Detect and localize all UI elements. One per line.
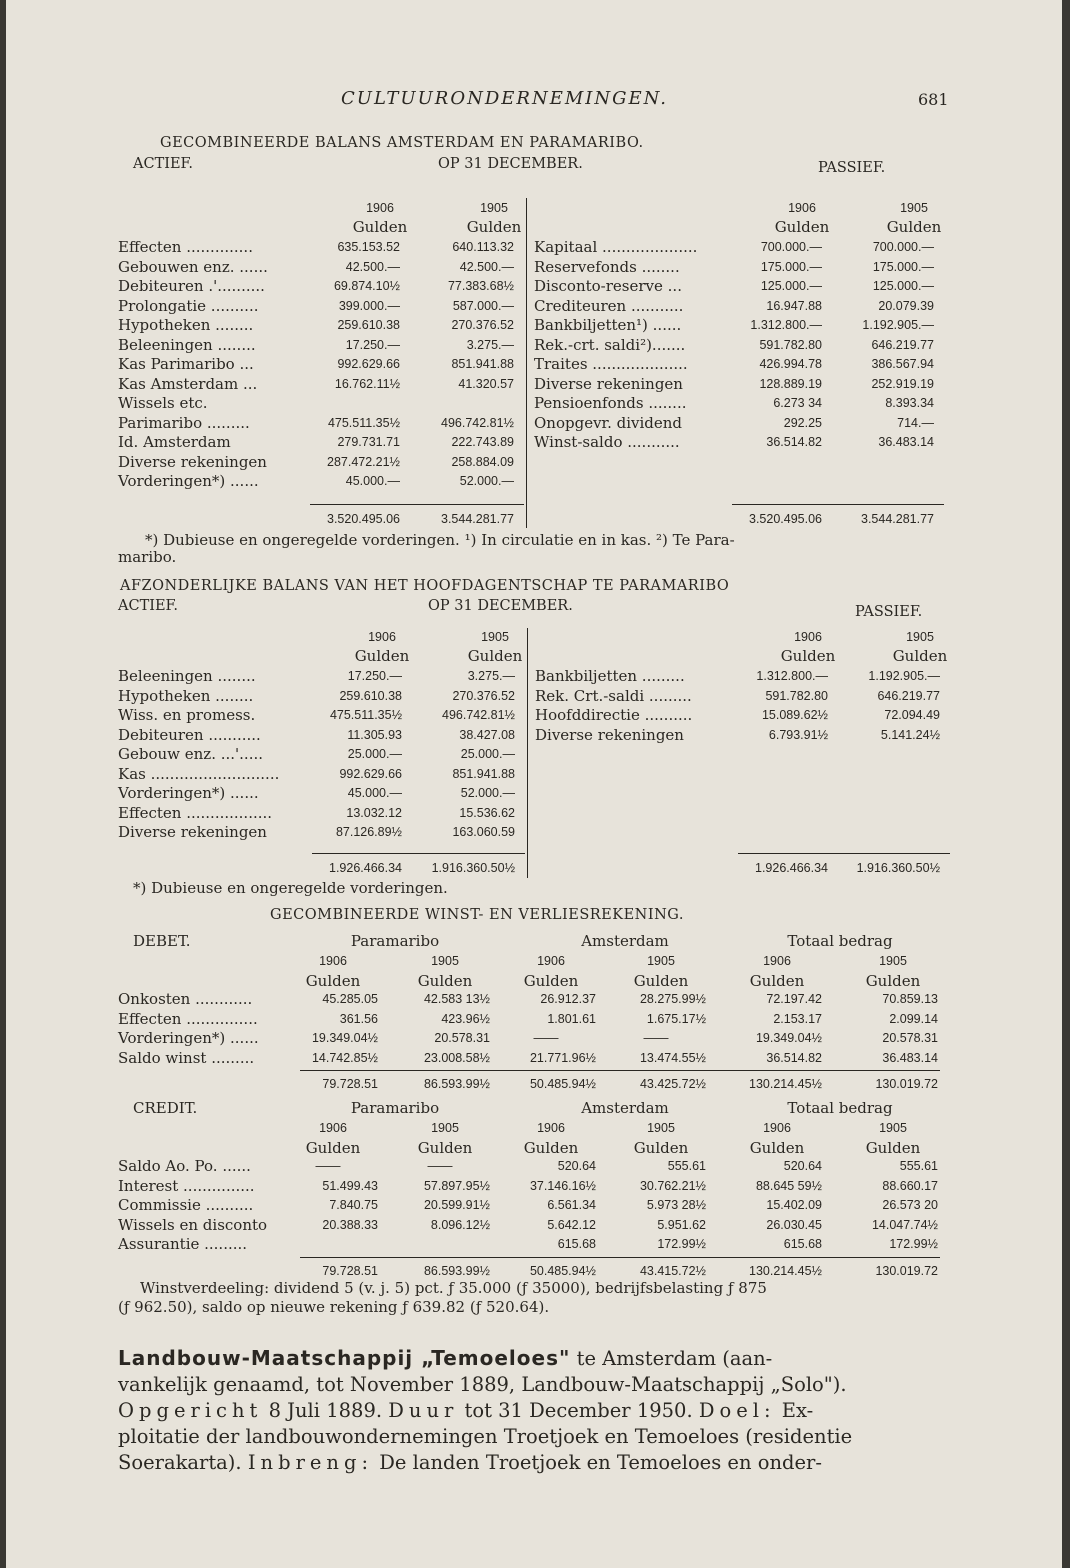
credit-year: 1906 (537, 1121, 565, 1135)
actief-row-1905: 3.275.— (467, 669, 515, 683)
actief-row-1906: 13.032.12 (346, 805, 402, 820)
passief-row-label: Diverse rekeningen (534, 374, 683, 393)
actief-row-1905: 496.742.81½ (442, 708, 515, 722)
debet-row-value: 2.153.17 (773, 1011, 822, 1026)
debet-row-value: 1.675.17½ (646, 1011, 706, 1026)
actief-total-1905: 3.544.281.77 (441, 512, 514, 526)
passief-row-1906: 128.889.19 (759, 376, 822, 391)
passief-total-1906: 3.520.495.06 (749, 512, 822, 526)
credit-row-value: 6.561.34 (547, 1198, 596, 1212)
passief-total-rule (738, 853, 950, 854)
debet-row-value: 361.56 (339, 1011, 378, 1026)
actief-year-1906: 1906 (366, 201, 394, 215)
passief-row-label: Rek. Crt.-saldi ......... (535, 686, 692, 705)
actief-row-1905: 163.060.59 (452, 825, 515, 839)
actief-row-1906: 279.731.71 (337, 435, 400, 449)
company-line-3 (118, 1398, 948, 1424)
actief-row-1906: 25.000.— (347, 747, 402, 761)
actief-total-1906: 1.926.466.34 (329, 861, 402, 875)
passief-row-1905: 1.192.905.— (862, 318, 934, 332)
credit-row-value: 20.388.33 (322, 1217, 378, 1232)
debet-year: 1906 (319, 954, 347, 968)
debet-row-value: 42.583 13½ (423, 992, 490, 1006)
actief-row-1905: 587.000.— (452, 298, 514, 313)
actief-row-1905: 52.000.— (459, 474, 514, 488)
debet-label: DEBET. (133, 932, 191, 950)
credit-row-value: 615.68 (557, 1237, 596, 1251)
passief-row-1906: 16.947.88 (766, 298, 822, 313)
passief-row-1905: 700.000.— (872, 240, 934, 254)
passief-row-1905: 8.393.34 (885, 396, 934, 410)
balance2-divider (527, 628, 528, 878)
actief-row-label: Debiteuren .'.......... (118, 277, 265, 295)
actief-row-label: Effecten .............. (118, 238, 253, 256)
debet-total: 50.485.94½ (529, 1077, 596, 1091)
credit-row-value: 520.64 (783, 1159, 822, 1173)
passief-row-1905: 175.000.— (872, 259, 934, 274)
actief-row-1905: 258.884.09 (451, 454, 514, 469)
debet-total: 130.019.72 (875, 1077, 938, 1091)
balance2-actief-label: ACTIEF. (118, 598, 178, 614)
actief-row-label: Beleeningen ........ (118, 667, 256, 685)
passief-row-1905: 646.219.77 (877, 688, 940, 703)
debet-row-value: 2.099.14 (889, 1011, 938, 1026)
actief-row-label: Wiss. en promess. (118, 706, 256, 724)
company-location: te Amsterdam (aan- (570, 1347, 773, 1370)
actief-row-label: Gebouw enz. ...'..... (118, 745, 264, 763)
debet-row-value: 14.742.85½ (311, 1050, 378, 1065)
credit-row-value: 88.660.17 (882, 1178, 938, 1193)
actief-row-1906: 11.305.93 (347, 727, 402, 742)
inbreng-label: Inbreng: (247, 1451, 374, 1474)
debet-row-label: Vorderingen*) ...... (118, 1029, 259, 1047)
actief-currency-1905: Gulden (467, 647, 523, 665)
actief-row-1905: 41.320.57 (458, 376, 514, 391)
credit-group-amsterdam: Amsterdam (581, 1099, 669, 1117)
winst-distribution-cont: (ƒ 962.50), saldo op nieuwe rekening ƒ 639.82 (ƒ 520.64). (118, 1298, 550, 1316)
debet-year: 1906 (763, 954, 791, 968)
debet-currency: Gulden (417, 972, 473, 990)
credit-row-value: —— (315, 1159, 341, 1173)
company-line-5a: Soerakarta). (118, 1451, 248, 1474)
credit-row-label: Assurantie ......... (118, 1235, 248, 1253)
actief-row-label: Debiteuren ........... (118, 725, 261, 744)
passief-row-label: Pensioenfonds ........ (534, 394, 687, 412)
passief-total-1906: 1.926.466.34 (755, 861, 828, 875)
debet-group-totaal: Totaal bedrag (787, 932, 893, 950)
debet-year: 1906 (537, 954, 565, 968)
actief-row-1906: 475.511.35½ (329, 708, 402, 722)
debet-currency: Gulden (523, 972, 579, 990)
debet-total: 86.593.99½ (423, 1077, 490, 1091)
passief-row-1905: 20.079.39 (878, 298, 934, 313)
debet-row-value: —— (533, 1031, 559, 1045)
debet-row-value: 20.578.31 (434, 1031, 490, 1045)
credit-currency: Gulden (417, 1139, 473, 1157)
credit-row-label: Saldo Ao. Po. ...... (118, 1157, 251, 1175)
passief-row-1905: 5.141.24½ (880, 727, 940, 742)
debet-total: 130.214.45½ (749, 1077, 822, 1091)
company-paragraph (118, 1345, 948, 1476)
debet-group-amsterdam: Amsterdam (581, 932, 669, 950)
debet-row-value: 45.285.05 (322, 992, 378, 1006)
credit-currency: Gulden (865, 1139, 921, 1157)
balance1-title: GECOMBINEERDE BALANS AMSTERDAM EN PARAMARIBO. (160, 135, 644, 151)
actief-row-label: Hypotheken ........ (118, 316, 254, 334)
actief-currency-1905: Gulden (466, 218, 522, 236)
passief-row-label: Reservefonds ........ (534, 257, 680, 276)
actief-row-1905: 52.000.— (460, 786, 515, 800)
debet-row-value: 20.578.31 (882, 1031, 938, 1045)
credit-row-value: 5.973 28½ (646, 1198, 706, 1212)
scan-edge-right (1062, 0, 1070, 1568)
debet-row-value: 23.008.58½ (423, 1050, 490, 1065)
company-line-4: ploitatie der landbouwondernemingen Troetjoek en Temoeloes (residentie (118, 1425, 853, 1448)
passief-row-1906: 1.312.800.— (756, 669, 828, 683)
debet-row-value: 19.349.04½ (311, 1031, 378, 1045)
passief-row-1905: 252.919.19 (871, 376, 934, 391)
balance2-date-label: OP 31 DECEMBER. (428, 598, 573, 614)
credit-row-label: Commissie .......... (118, 1196, 254, 1214)
credit-row-value: 8.096.12½ (430, 1217, 490, 1232)
passief-total-rule (732, 504, 944, 505)
credit-row-value: 37.146.16½ (529, 1178, 596, 1193)
balance2-passief-label: PASSIEF. (855, 604, 923, 620)
debet-row-value: 26.912.37 (540, 992, 596, 1006)
balance1-footnote: *) Dubieuse en ongeregelde vorderingen. ¹) In circulatie en in kas. ²) Te Para- (145, 531, 735, 549)
actief-row-1905: 270.376.52 (451, 318, 514, 332)
credit-currency: Gulden (305, 1139, 361, 1157)
credit-row-value: 26.573 20 (882, 1198, 938, 1212)
actief-total-rule (310, 504, 524, 505)
passief-row-1906: 6.793.91½ (768, 727, 828, 742)
doel-label: Doel: (698, 1399, 776, 1422)
debet-currency: Gulden (633, 972, 689, 990)
passief-row-1906: 125.000.— (760, 279, 822, 293)
company-line-5b: De landen Troetjoek en Temoeloes en onder- (373, 1451, 822, 1474)
credit-row-value: 5.642.12 (547, 1217, 596, 1232)
credit-row-value: 172.99½ (889, 1237, 938, 1251)
actief-row-1905: 640.113.32 (452, 240, 514, 254)
duur-text: tot 31 December 1950. (458, 1399, 699, 1422)
actief-row-1906: 45.000.— (347, 786, 402, 800)
actief-row-label: Prolongatie .......... (118, 296, 259, 315)
credit-row-value: 26.030.45 (766, 1217, 822, 1232)
actief-row-1905: 77.383.68½ (447, 279, 514, 293)
passief-row-label: Bankbiljetten¹) ...... (534, 316, 682, 334)
passief-row-label: Onopgevr. dividend (534, 413, 683, 432)
passief-row-1906: 700.000.— (760, 240, 822, 254)
debet-year: 1905 (647, 954, 675, 968)
credit-year: 1906 (763, 1121, 791, 1135)
running-header: CULTUURONDERNEMINGEN. (341, 88, 668, 109)
credit-currency: Gulden (633, 1139, 689, 1157)
actief-total-rule (312, 853, 525, 854)
credit-currency: Gulden (749, 1139, 805, 1157)
credit-row-value (390, 1235, 490, 1253)
actief-row-1905: 42.500.— (459, 259, 514, 274)
credit-row-value: 5.951.62 (657, 1217, 706, 1232)
actief-row-1906: 399.000.— (338, 298, 400, 313)
company-line-5 (118, 1450, 948, 1476)
passief-row-1905: 1.192.905.— (868, 669, 940, 683)
credit-year: 1905 (647, 1121, 675, 1135)
debet-total: 79.728.51 (322, 1077, 378, 1091)
credit-row-value: 15.402.09 (766, 1198, 822, 1212)
passief-currency-1906: Gulden (774, 218, 830, 236)
passief-row-1906: 1.312.800.— (750, 318, 822, 332)
debet-row-value: —— (643, 1031, 669, 1045)
doel-text: Ex- (775, 1399, 814, 1422)
actief-row-1906: 45.000.— (345, 474, 400, 488)
opgericht-label: Opgericht (118, 1399, 263, 1422)
company-line-2: vankelijk genaamd, tot November 1889, Landbouw-Maatschappij „Solo"). (118, 1373, 847, 1396)
credit-total: 43.415.72½ (639, 1264, 706, 1278)
passief-row-1906: 175.000.— (760, 259, 822, 274)
passief-row-1906: 426.994.78 (759, 357, 822, 371)
opgericht-text: 8 Juli 1889. (262, 1399, 389, 1422)
credit-year: 1906 (319, 1121, 347, 1135)
credit-row-value: 555.61 (899, 1159, 938, 1173)
duur-label: Duur (388, 1399, 459, 1422)
actief-year-1906: 1906 (368, 630, 396, 644)
passief-row-1905: 714.— (897, 415, 934, 430)
credit-label: CREDIT. (133, 1099, 198, 1117)
credit-total: 50.485.94½ (529, 1264, 596, 1278)
company-line-1 (118, 1345, 948, 1372)
actief-total-1906: 3.520.495.06 (327, 512, 400, 526)
actief-row-1906: 87.126.89½ (335, 825, 402, 839)
actief-row-1906: 42.500.— (345, 259, 400, 274)
passief-row-1905: 72.094.49 (884, 708, 940, 722)
actief-row-1905: 851.941.88 (452, 766, 515, 781)
actief-row-label: Kas Parimaribo ... (118, 355, 254, 373)
actief-currency-1906: Gulden (352, 218, 408, 236)
debet-row-value: 28.275.99½ (639, 992, 706, 1006)
debet-year: 1905 (879, 954, 907, 968)
passief-row-1906: 36.514.82 (766, 435, 822, 449)
passief-row-1905: 36.483.14 (878, 435, 934, 449)
balance2-footnote: *) Dubieuse en ongeregelde vorderingen. (133, 879, 448, 897)
credit-year: 1905 (431, 1121, 459, 1135)
company-name: Landbouw-Maatschappij „Temoeloes" (118, 1346, 571, 1370)
passief-row-1905: 386.567.94 (871, 357, 934, 371)
passief-row-1906: 591.782.80 (765, 688, 828, 703)
actief-row-label: Kas ........................... (118, 764, 280, 783)
passief-row-label: Disconto-reserve ... (534, 277, 682, 295)
passief-year-1906: 1906 (794, 630, 822, 644)
page-number: 681 (918, 90, 949, 109)
credit-row-value: 51.499.43 (322, 1178, 378, 1193)
actief-row-1905: 15.536.62 (459, 805, 515, 820)
credit-row-value: 57.897.95½ (423, 1178, 490, 1193)
debet-total-rule (300, 1070, 940, 1071)
actief-row-label: Vorderingen*) ...... (118, 784, 259, 802)
balance1-passief-label: PASSIEF. (818, 160, 886, 176)
credit-row-value: 172.99½ (657, 1237, 706, 1251)
actief-row-1906: 635.153.52 (337, 240, 400, 254)
credit-row-value: 88.645 59½ (755, 1178, 822, 1193)
debet-row-value: 423.96½ (441, 1011, 490, 1026)
actief-row-label: Diverse rekeningen (118, 452, 267, 471)
passief-row-1905: 646.219.77 (871, 337, 934, 352)
passief-row-label: Winst-saldo ........... (534, 433, 680, 451)
actief-row-1905: 270.376.52 (452, 688, 515, 703)
actief-row-label: Vorderingen*) ...... (118, 472, 259, 490)
credit-row-label: Interest ............... (118, 1176, 255, 1195)
actief-row-1905: 851.941.88 (451, 357, 514, 371)
actief-row-label: Id. Amsterdam (118, 433, 231, 451)
actief-row-1906: 17.250.— (347, 669, 402, 683)
debet-row-value: 1.801.61 (547, 1011, 596, 1026)
passief-currency-1905: Gulden (892, 647, 948, 665)
actief-row-1905: 25.000.— (460, 747, 515, 761)
passief-total-1905: 3.544.281.77 (861, 512, 934, 526)
actief-row-1905 (414, 394, 514, 412)
balance1-divider (526, 198, 527, 528)
credit-total-rule (300, 1257, 940, 1258)
actief-row-label: Beleeningen ........ (118, 335, 256, 354)
actief-total-1905: 1.916.360.50½ (431, 861, 515, 875)
passief-row-1906: 15.089.62½ (761, 708, 828, 722)
passief-row-1906: 6.273 34 (773, 396, 822, 410)
actief-row-1906: 16.762.11½ (334, 376, 400, 391)
passief-year-1905: 1905 (900, 201, 928, 215)
credit-row-value: 615.68 (783, 1237, 822, 1251)
scan-edge-left (0, 0, 6, 1568)
credit-group-totaal: Totaal bedrag (787, 1099, 893, 1117)
balance1-footnote-cont: maribo. (118, 548, 177, 566)
debet-row-label: Effecten ............... (118, 1009, 258, 1028)
debet-currency: Gulden (865, 972, 921, 990)
credit-row-value (278, 1235, 378, 1253)
actief-row-1905: 38.427.08 (459, 727, 515, 742)
passief-year-1906: 1906 (788, 201, 816, 215)
actief-row-1905: 496.742.81½ (441, 415, 514, 430)
debet-row-label: Onkosten ............ (118, 990, 253, 1008)
passief-row-label: Diverse rekeningen (535, 725, 684, 744)
credit-group-paramaribo: Paramaribo (350, 1099, 440, 1117)
debet-row-label: Saldo winst ......... (118, 1048, 255, 1067)
actief-row-label: Parimaribo ......... (118, 413, 250, 432)
actief-row-1905: 222.743.89 (451, 435, 514, 449)
debet-currency: Gulden (749, 972, 805, 990)
debet-row-value: 36.514.82 (766, 1050, 822, 1065)
passief-row-1905: 125.000.— (872, 279, 934, 293)
actief-row-label: Wissels etc. (118, 394, 208, 412)
debet-row-value: 70.859.13 (882, 992, 938, 1006)
passief-currency-1905: Gulden (886, 218, 942, 236)
credit-total: 130.019.72 (875, 1264, 938, 1278)
actief-row-1906: 259.610.38 (337, 318, 400, 332)
credit-currency: Gulden (523, 1139, 579, 1157)
debet-total: 43.425.72½ (639, 1077, 706, 1091)
actief-year-1905: 1905 (480, 201, 508, 215)
debet-row-value: 13.474.55½ (639, 1050, 706, 1065)
credit-row-value: —— (427, 1159, 453, 1173)
credit-total: 130.214.45½ (749, 1264, 822, 1278)
passief-row-label: Crediteuren ........... (534, 296, 684, 315)
actief-row-1906: 992.629.66 (337, 357, 400, 371)
credit-row-value: 555.61 (667, 1159, 706, 1173)
actief-year-1905: 1905 (481, 630, 509, 644)
actief-row-label: Kas Amsterdam ... (118, 374, 258, 393)
balance2-title: AFZONDERLIJKE BALANS VAN HET HOOFDAGENTSCHAP TE PARAMARIBO (120, 578, 730, 594)
debet-row-value: 36.483.14 (882, 1050, 938, 1065)
credit-row-value: 520.64 (557, 1159, 596, 1173)
actief-row-1906: 17.250.— (345, 337, 400, 352)
passief-row-label: Hoofddirectie .......... (535, 706, 693, 724)
balance1-actief-label: ACTIEF. (133, 156, 193, 172)
credit-row-value: 14.047.74½ (871, 1217, 938, 1232)
actief-row-1906: 287.472.21½ (327, 454, 400, 469)
passief-year-1905: 1905 (906, 630, 934, 644)
actief-row-label: Diverse rekeningen (118, 823, 267, 841)
passief-row-label: Traites .................... (534, 355, 688, 373)
passief-row-label: Kapitaal .................... (534, 238, 698, 256)
actief-row-1906: 475.511.35½ (327, 415, 400, 430)
credit-total: 79.728.51 (322, 1264, 378, 1278)
debet-row-value: 72.197.42 (766, 992, 822, 1006)
actief-row-1906: 259.610.38 (339, 688, 402, 703)
actief-row-label: Gebouwen enz. ...... (118, 257, 268, 276)
actief-row-1906: 992.629.66 (339, 766, 402, 781)
passief-row-label: Rek.-crt. saldi²)....... (534, 335, 686, 354)
actief-row-label: Effecten .................. (118, 803, 273, 822)
balance1-date-label: OP 31 DECEMBER. (438, 156, 583, 172)
passief-row-1906: 292.25 (783, 415, 822, 430)
passief-row-1906: 591.782.80 (759, 337, 822, 352)
credit-row-value: 30.762.21½ (639, 1178, 706, 1193)
actief-row-1906: 69.874.10½ (333, 279, 400, 293)
passief-currency-1906: Gulden (780, 647, 836, 665)
debet-row-value: 19.349.04½ (755, 1031, 822, 1045)
passief-row-label: Bankbiljetten ......... (535, 667, 685, 685)
credit-row-label: Wissels en disconto (118, 1215, 268, 1234)
actief-row-1906 (300, 394, 400, 412)
winst-distribution: Winstverdeeling: dividend 5 (v. j. 5) pct. ƒ 35.000 (ƒ 35000), bedrijfsbelasting ƒ 875 (140, 1279, 767, 1297)
debet-row-value: 21.771.96½ (529, 1050, 596, 1065)
actief-currency-1906: Gulden (354, 647, 410, 665)
passief-total-1905: 1.916.360.50½ (856, 861, 940, 875)
credit-row-value: 20.599.91½ (423, 1198, 490, 1212)
debet-year: 1905 (431, 954, 459, 968)
debet-currency: Gulden (305, 972, 361, 990)
winst-title: GECOMBINEERDE WINST- EN VERLIESREKENING. (270, 907, 684, 923)
debet-group-paramaribo: Paramaribo (350, 932, 440, 950)
credit-year: 1905 (879, 1121, 907, 1135)
credit-total: 86.593.99½ (423, 1264, 490, 1278)
actief-row-label: Hypotheken ........ (118, 686, 254, 705)
actief-row-1905: 3.275.— (466, 337, 514, 352)
credit-row-value: 7.840.75 (329, 1198, 378, 1212)
